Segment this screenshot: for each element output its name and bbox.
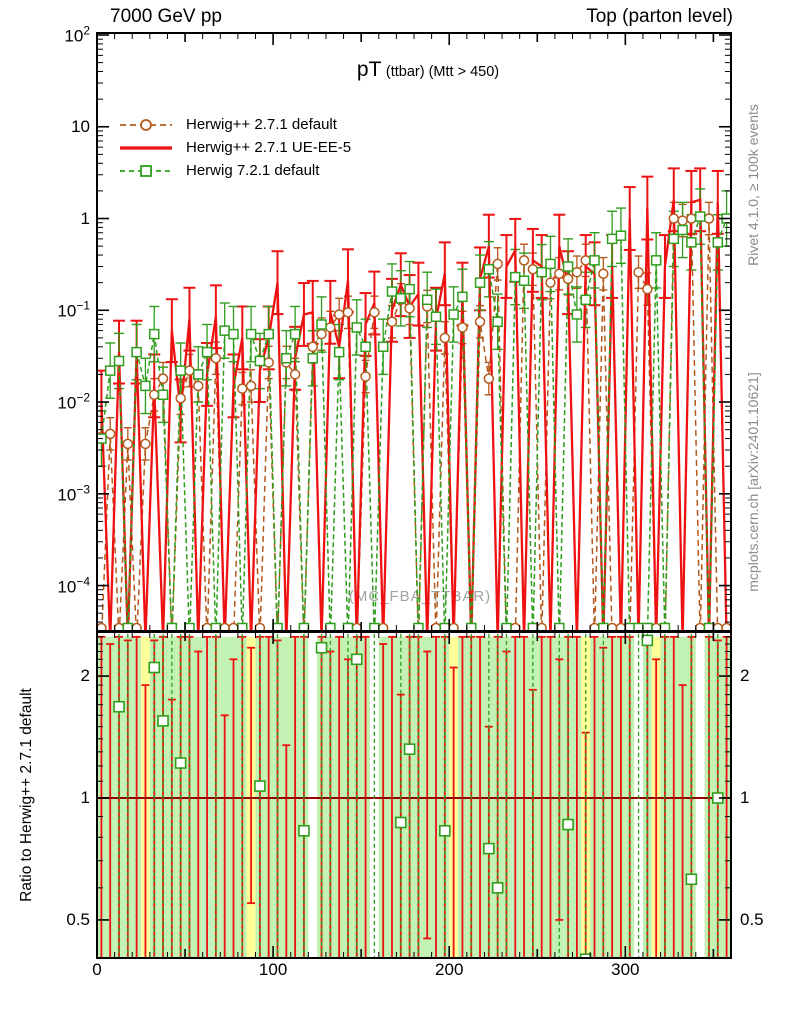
ratio-tick-label-left: 1 <box>80 788 90 807</box>
y-axis-tick-label: $10^2$ <box>64 23 90 46</box>
y-axis-tick-label: 1 <box>80 208 90 228</box>
legend-item-herwigpp-ueee5 <box>118 136 351 159</box>
dashed-square-line-icon <box>118 163 174 179</box>
legend <box>118 113 351 182</box>
process-level-label: Top (parton level) <box>586 6 733 27</box>
mcplots-citation-note: mcplots.cern.ch [arXiv:2401.10621] <box>745 372 761 592</box>
legend-item-herwigpp-default <box>118 113 351 136</box>
y-axis-tick-label: $10^{-4}$ <box>57 574 90 596</box>
x-axis-tick-label: 100 <box>258 960 288 979</box>
x-axis-tick-label: 300 <box>611 960 640 979</box>
y-axis-tick-label: 10 <box>71 116 90 136</box>
beam-energy-label: 7000 GeV pp <box>110 6 222 27</box>
legend-label: Herwig++ 2.7.1 UE-EE-5 <box>186 139 352 156</box>
y-axis-tick-label: $10^{-2}$ <box>57 390 90 413</box>
watermark: (MC_FBA_TTBAR) <box>348 588 492 605</box>
legend-item-herwig7-default <box>118 159 351 182</box>
solid-line-icon <box>118 140 174 156</box>
legend-label: Herwig 7.2.1 default <box>186 162 320 179</box>
ratio-tick-label-right: 1 <box>740 788 750 807</box>
plot-title-cut: (ttbar) (Mtt > 450) <box>385 64 500 80</box>
rivet-version-note: Rivet 4.1.0, ≥ 100k events <box>745 104 761 266</box>
dashed-circle-line-icon <box>118 117 174 133</box>
y-axis-tick-label: $10^{-1}$ <box>57 298 90 321</box>
plot-title-observable: pT <box>356 58 382 81</box>
y-axis-tick-label: $10^{-3}$ <box>57 482 90 505</box>
plot-title <box>357 58 499 82</box>
ratio-tick-label-left: 2 <box>80 666 90 686</box>
ratio-tick-label-left: 0.5 <box>66 909 90 929</box>
ratio-axis-title: Ratio to Herwig++ 2.7.1 default <box>18 688 35 902</box>
legend-label: Herwig++ 2.7.1 default <box>186 116 337 133</box>
x-axis-tick-label: 0 <box>92 960 102 979</box>
ratio-tick-label-right: 0.5 <box>740 909 764 929</box>
x-axis-tick-label: 200 <box>435 960 464 979</box>
ratio-tick-label-right: 2 <box>740 666 750 686</box>
